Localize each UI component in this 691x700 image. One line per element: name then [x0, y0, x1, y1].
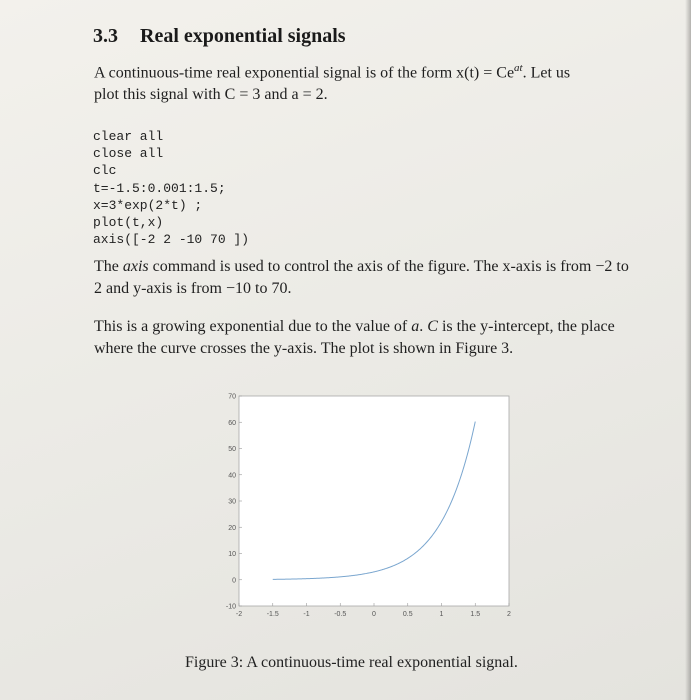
code-block [93, 128, 249, 248]
x-tick-label: -1.5 [266, 611, 279, 618]
var-c: C [427, 318, 438, 335]
growth-paragraph [94, 316, 639, 360]
y-tick-label: 40 [228, 472, 236, 480]
x-tick-label: -2 [235, 611, 243, 618]
code-line: t=-1.5:0.001:1.5; [93, 180, 226, 196]
growth-para-mid: . [419, 318, 428, 335]
y-tick-label: 50 [228, 446, 236, 453]
var-a: a [411, 318, 420, 335]
y-tick-label: 60 [228, 419, 236, 427]
axis-para-rest: command is used to control the axis of the figure. The x-axis is from −2 to 2 and y-axis is from −10 to 70. [94, 258, 629, 297]
intro-line1-tail: . Let us [522, 64, 571, 82]
section-title: Real exponential signals [140, 25, 346, 47]
y-tick-label: 30 [228, 498, 236, 506]
section-number: 3.3 [93, 25, 118, 47]
code-line: plot(t,x) [93, 215, 164, 231]
x-tick-label: -1 [303, 611, 310, 618]
x-tick-label: 1 [439, 611, 444, 618]
growth-para-rest: is the y-intercept, the place where the curve crosses the y-axis. The plot is shown in Figure 3. [94, 318, 615, 357]
y-tick-label: 70 [228, 393, 236, 401]
axis-keyword: axis [122, 258, 149, 275]
intro-line2: plot this signal with C = 3 and a = 2. [94, 86, 328, 104]
growth-para-prefix: This is a growing exponential due to the value of [94, 318, 412, 335]
code-line: close all [93, 146, 164, 162]
x-tick-label: 1.5 [470, 611, 481, 618]
page-shadow [685, 0, 691, 700]
code-line: x=3*exp(2*t) ; [93, 197, 203, 213]
x-tick-label: -0.5 [334, 611, 347, 618]
x-tick-label: 2 [507, 611, 511, 618]
section-heading [93, 25, 346, 48]
axis-paragraph [94, 256, 639, 300]
code-line: clc [93, 163, 117, 179]
intro-exponent: at [514, 62, 523, 74]
code-line: clear all [93, 129, 164, 144]
intro-paragraph [94, 57, 639, 106]
x-tick-label: 0 [372, 611, 376, 618]
y-tick-label: 20 [228, 524, 236, 532]
x-tick-label: 0.5 [402, 611, 413, 618]
intro-line1: A continuous-time real exponential signal is of the form x(t) = Ce [94, 64, 515, 82]
exponential-plot [215, 388, 525, 628]
plot-area [239, 396, 509, 606]
y-tick-label: 10 [228, 551, 236, 558]
code-line: axis([-2 2 -10 70 ]) [93, 232, 250, 248]
y-tick-label: 0 [232, 577, 236, 585]
figure-caption: Figure 3: A continuous-time real exponential signal. [185, 654, 518, 671]
y-tick-label: -10 [225, 603, 236, 611]
axis-para-prefix: The [94, 258, 123, 275]
